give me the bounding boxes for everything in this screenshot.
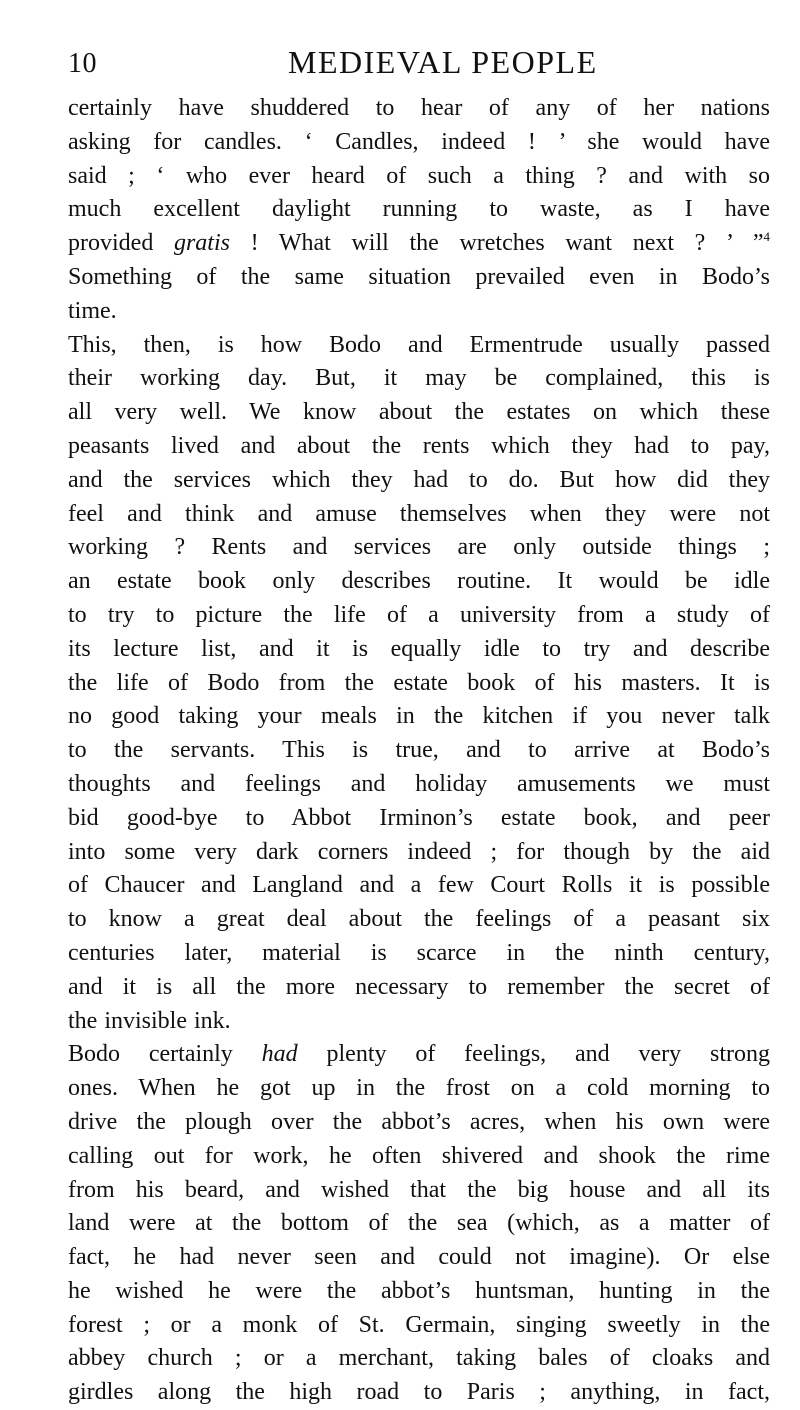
text-line: fact, he had never seen and could not imagine). Or else — [68, 1244, 770, 1271]
text-fragment: provided — [68, 230, 174, 257]
text-line: to the servants. This is true, and to arrive at Bodo’s — [68, 737, 770, 764]
text-line: asking for candles. ‘ Candles, indeed ! ’ she would have — [68, 128, 770, 155]
text-line: all very well. We know about the estates on which these — [68, 399, 770, 426]
text-line: Something of the same situation prevailed even in Bodo’s — [68, 263, 770, 290]
text-fragment: ! What will the wretches want next ? ’ ” — [229, 230, 764, 257]
text-fragment: Bodo certainly — [68, 1041, 262, 1068]
body-text — [68, 92, 770, 1410]
text-line: peasants lived and about the rents which they had to pay, — [68, 432, 770, 459]
text-line: much excellent daylight running to waste, as I have — [68, 196, 770, 223]
text-line: bid good-bye to Abbot Irminon’s estate book, and peer — [68, 804, 770, 831]
running-head — [68, 44, 768, 84]
text-line — [68, 1038, 770, 1072]
footnote-marker: 4 — [763, 229, 770, 245]
text-line: feel and think and amuse themselves when they were not — [68, 500, 770, 527]
text-line: thoughts and feelings and holiday amusements we must — [68, 770, 770, 797]
text-line: the invisible ink. — [68, 1007, 231, 1034]
text-line: and the services which they had to do. But how did they — [68, 466, 770, 493]
text-line: no good taking your meals in the kitchen if you never talk — [68, 703, 770, 730]
text-line: their working day. But, it may be complained, this is — [68, 365, 770, 392]
text-line: to try to picture the life of a university from a study of — [68, 601, 770, 628]
text-line: to know a great deal about the feelings of a peasant six — [68, 906, 770, 933]
text-line: of Chaucer and Langland and a few Court Rolls it is possible — [68, 872, 770, 899]
page-number: 10 — [68, 48, 97, 79]
text-line: and it is all the more necessary to remember the secret of — [68, 973, 770, 1000]
text-line: ones. When he got up in the frost on a cold morning to — [68, 1075, 770, 1102]
text-line: centuries later, material is scarce in the ninth century, — [68, 939, 770, 966]
text-line: forest ; or a monk of St. Germain, singing sweetly in the — [68, 1311, 770, 1338]
text-line: certainly have shuddered to hear of any of her nations — [68, 95, 770, 121]
text-line: he wished he were the abbot’s huntsman, hunting in the — [68, 1277, 770, 1304]
text-line: an estate book only describes routine. It would be idle — [68, 568, 770, 595]
text-line: time. — [68, 297, 117, 324]
text-fragment: plenty of feelings, and very strong — [297, 1041, 770, 1068]
text-line: its lecture list, and it is equally idle to try and describe — [68, 635, 770, 662]
text-line: calling out for work, he often shivered and shook the rime — [68, 1142, 770, 1169]
running-title: MEDIEVAL PEOPLE — [288, 44, 598, 80]
text-line: abbey church ; or a merchant, taking bales of cloaks and — [68, 1345, 770, 1372]
text-line: This, then, is how Bodo and Ermentrude usually passed — [68, 331, 770, 358]
text-line: said ; ‘ who ever heard of such a thing ? and with so — [68, 162, 770, 189]
italic-word: had — [261, 1041, 298, 1068]
text-line: into some very dark corners indeed ; for though by the aid — [68, 838, 770, 865]
italic-word: gratis — [173, 230, 230, 257]
text-line: girdles along the high road to Paris ; anything, in fact, — [68, 1379, 770, 1406]
text-line: from his beard, and wished that the big house and all its — [68, 1176, 770, 1203]
text-line: land were at the bottom of the sea (which, as a matter of — [68, 1210, 770, 1237]
text-line: working ? Rents and services are only outside things ; — [68, 534, 770, 561]
text-line: drive the plough over the abbot’s acres, when his own were — [68, 1108, 770, 1135]
text-line: the life of Bodo from the estate book of his masters. It is — [68, 669, 770, 696]
text-line — [68, 227, 770, 261]
